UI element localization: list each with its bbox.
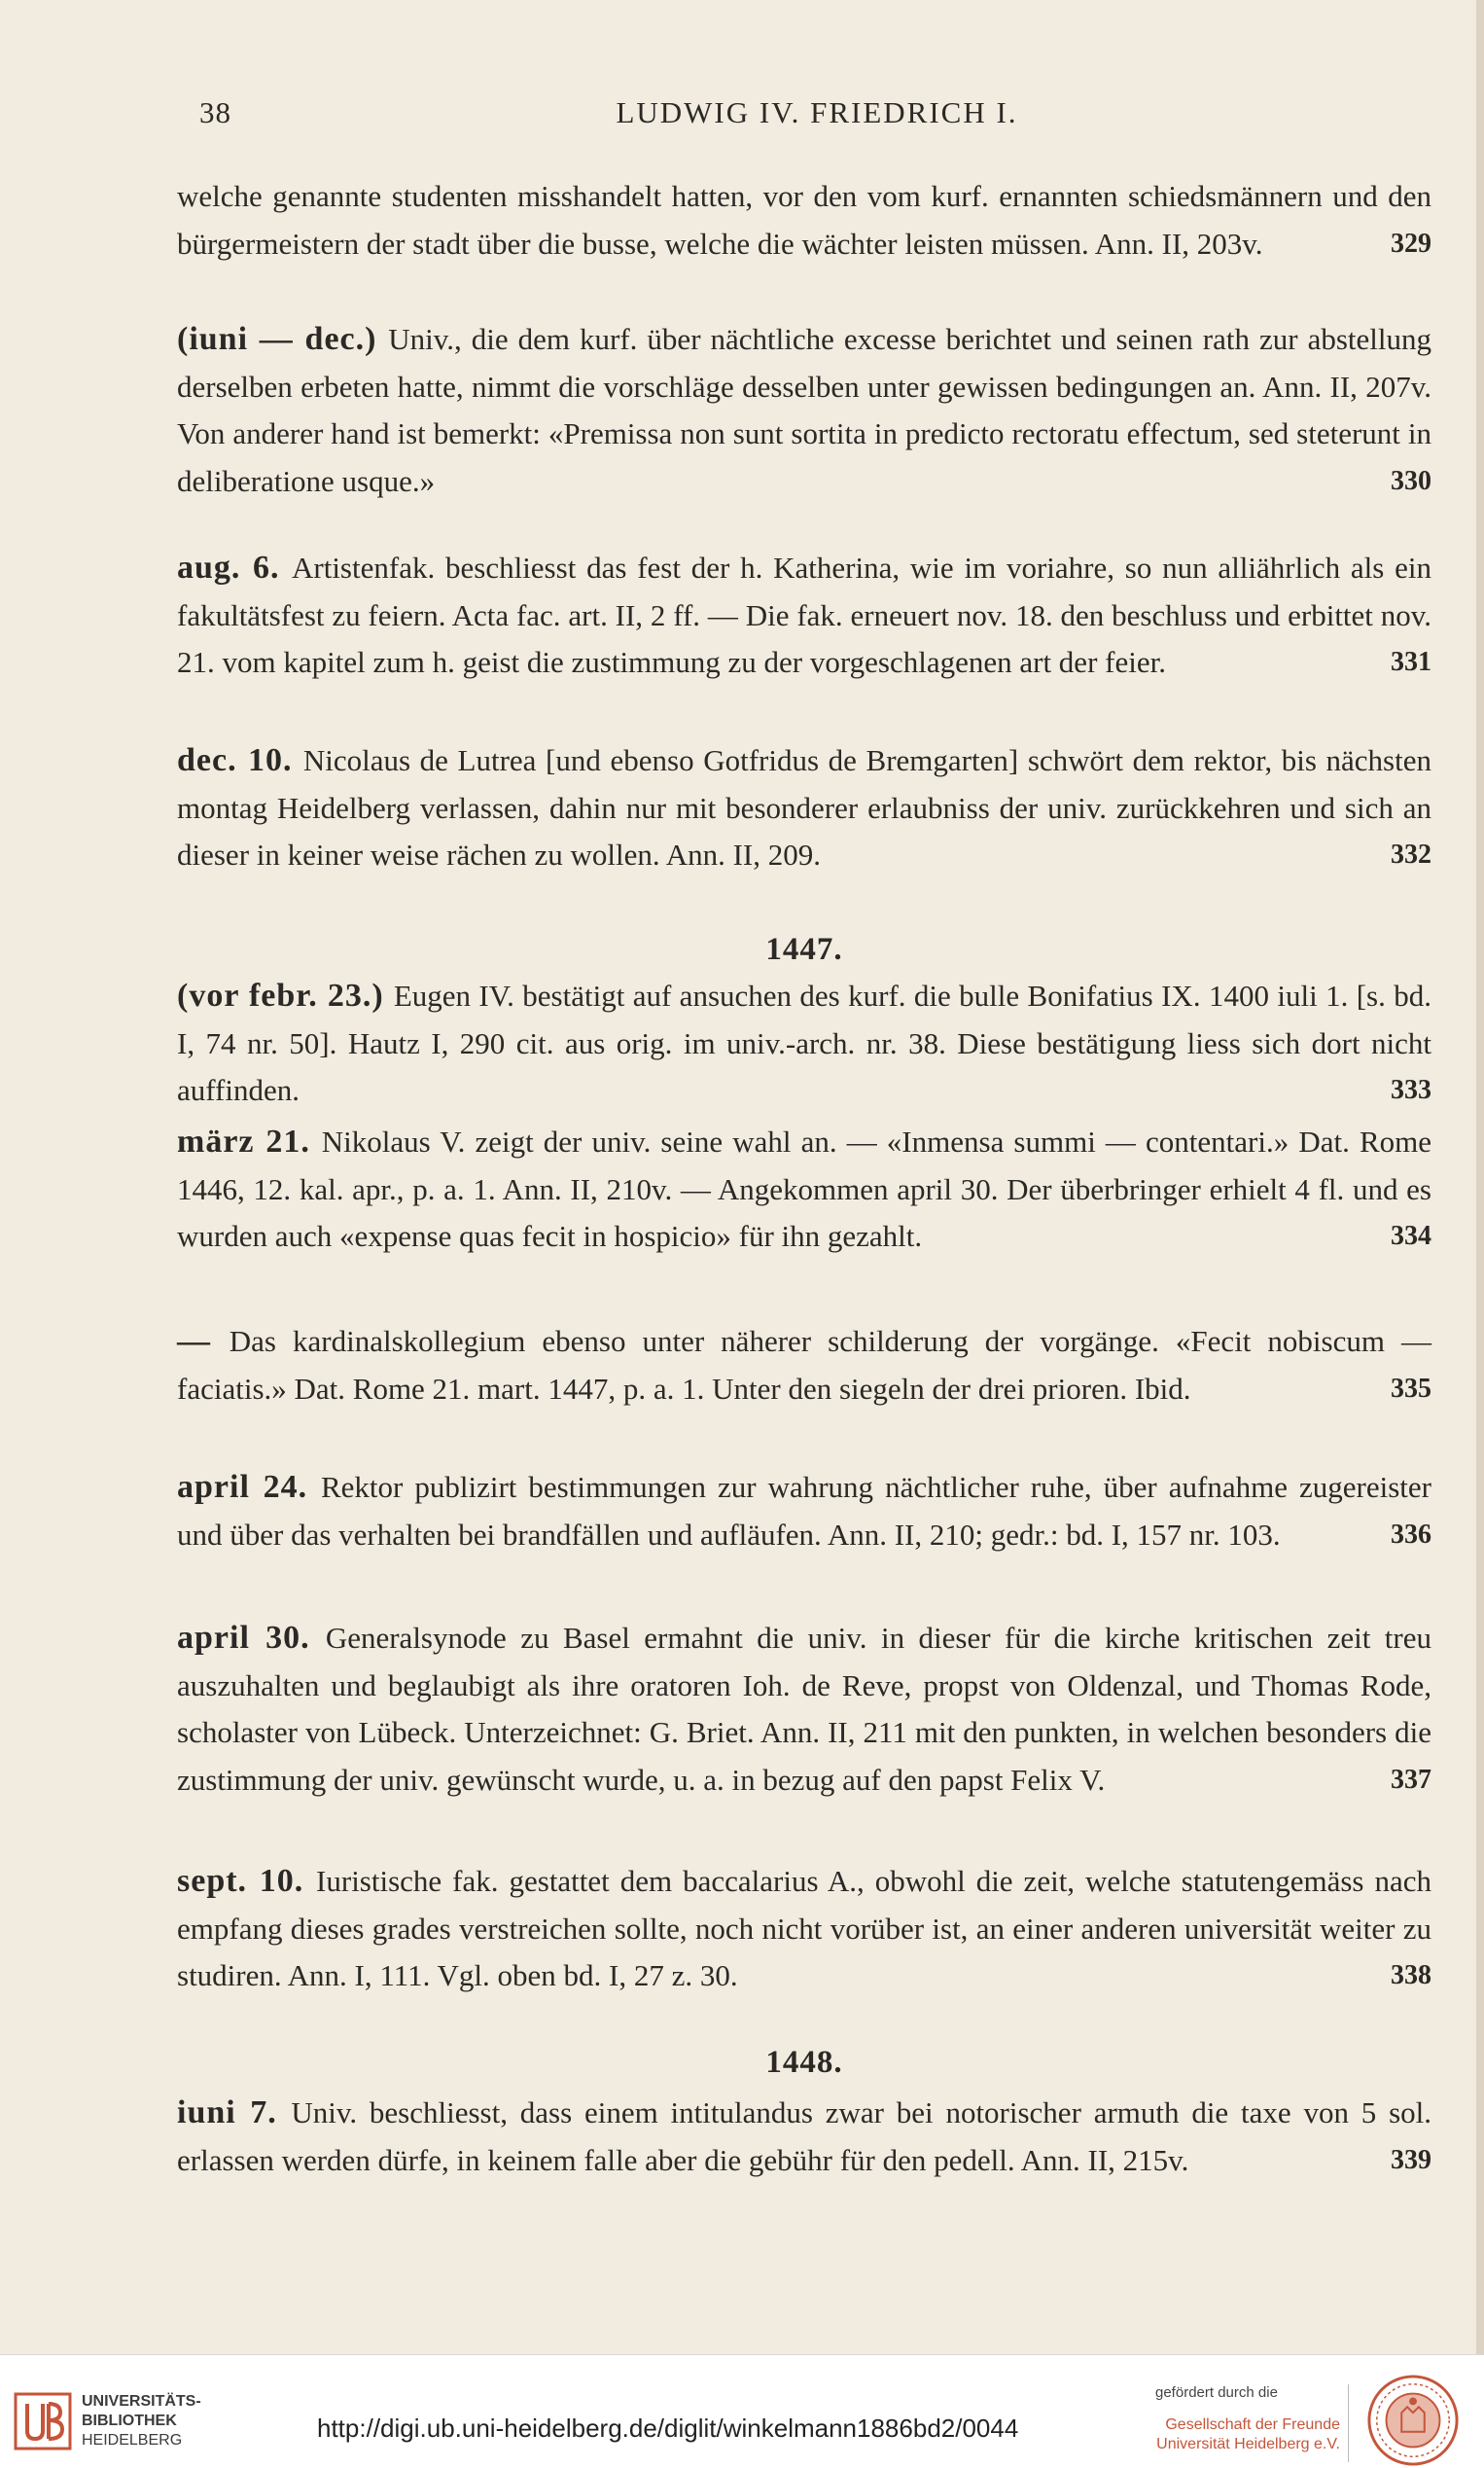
entry-number: 339 <box>1391 2144 1431 2175</box>
entry-338 <box>177 1858 1431 2000</box>
year-heading-1448: 1448. <box>765 2045 843 2080</box>
university-seal-icon <box>1365 2373 1461 2468</box>
sponsor-label: gefördert durch die <box>1155 2384 1278 2401</box>
entry-number: 329 <box>1391 228 1431 259</box>
digitization-footer <box>0 2354 1484 2468</box>
entry-date: (vor febr. 23.) <box>177 978 394 1014</box>
footer-divider <box>1348 2384 1349 2462</box>
entry-date: april 30. <box>177 1620 326 1656</box>
entry-text: Nikolaus V. zeigt der univ. seine wahl an. — «Inmensa summi — contentari.» Dat. Rome 1446, 12. kal. apr., p. a. 1. Ann. II, 210v. — Angekommen april 30. Der überbringer erhielt 4 fl. und es wurden auch «expense quas fecit in hospicio» für ihn gezahlt. <box>177 1125 1431 1253</box>
entry-329 <box>177 173 1431 268</box>
entry-number: 335 <box>1391 1373 1431 1404</box>
entry-date: aug. 6. <box>177 550 292 586</box>
entry-text: Iuristische fak. gestattet dem baccalarius A., obwohl die zeit, welche statutengemäss nach empfang dieses grades verstreichen sollte, noch nicht vorüber ist, an einer anderen universität weiter zu studiren. Ann. I, 111. Vgl. oben bd. I, 27 z. 30. <box>177 1864 1431 1992</box>
entry-date: — <box>177 1323 230 1359</box>
entry-text: Univ. beschliesst, dass einem intitulandus zwar bei notorischer armuth die taxe von 5 sol. erlassen werden dürfe, in keinem falle aber die gebühr für den pedell. Ann. II, 215v. <box>177 2095 1432 2177</box>
entry-331 <box>177 545 1431 687</box>
year-heading-1447: 1447. <box>765 932 843 967</box>
ub-heidelberg-logo-icon <box>14 2392 72 2450</box>
entry-333 <box>177 973 1431 1115</box>
entry-text: Das kardinalskollegium ebenso unter näherer schilderung der vorgänge. «Fecit nobiscum — faciatis.» Dat. Rome 21. mart. 1447, p. a. 1. Unter den siegeln der drei prioren. Ibid. <box>177 1324 1431 1406</box>
entry-date: sept. 10. <box>177 1863 317 1899</box>
page-number: 38 <box>199 95 231 129</box>
entry-332 <box>177 737 1431 879</box>
entry-337 <box>177 1615 1431 1804</box>
entry-330 <box>177 316 1431 505</box>
entry-number: 332 <box>1391 840 1431 870</box>
entry-number: 338 <box>1391 1960 1431 1990</box>
entry-text: Artistenfak. beschliesst das fest der h. Katherina, wie im voriahre, so nun alliährlich als ein fakultätsfest zu feiern. Acta fac. art. II, 2 ff. — Die fak. erneuert nov. 18. den beschluss und erbittet nov. 21. vom kapitel zum h. geist die zustimmung zu der vorgeschlagenen art der feier. <box>177 551 1431 679</box>
page-header <box>199 95 1434 140</box>
entry-number: 331 <box>1391 647 1431 677</box>
scan-edge <box>1476 0 1484 2354</box>
entry-text: Generalsynode zu Basel ermahnt die univ. in dieser für die kirche kritischen zeit treu auszuhalten und beglaubigt als ihre oratoren Ioh. de Reve, propst von Oldenzal, und Thomas Rode, scholaster von Lübeck. Unterzeichnet: G. Briet. Ann. II, 211 mit den punkten, in welchen besonders die zustimmung der univ. gewünscht wurde, u. a. in bezug auf den papst Felix V. <box>177 1621 1431 1797</box>
entry-date: märz 21. <box>177 1124 322 1160</box>
entry-text: Eugen IV. bestätigt auf ansuchen des kurf. die bulle Bonifatius IX. 1400 iuli 1. [s. bd. I, 74 nr. 50]. Hautz I, 290 cit. aus orig. im univ.-arch. nr. 38. Diese bestätigung liess sich dort nicht auffinden. <box>177 979 1431 1107</box>
entry-334 <box>177 1119 1431 1261</box>
entry-date: dec. 10. <box>177 742 303 778</box>
entry-336 <box>177 1464 1431 1558</box>
library-name: UNIVERSITÄTS- BIBLIOTHEK HEIDELBERG <box>82 2393 201 2449</box>
entry-number: 333 <box>1391 1075 1431 1105</box>
permalink-url[interactable]: http://digi.ub.uni-heidelberg.de/diglit/winkelmann1886bd2/0044 <box>317 2414 1019 2443</box>
entry-text: welche genannte studenten misshandelt hatten, vor den vom kurf. ernannten schiedsmännern und den bürgermeistern der stadt über die busse, welche die wächter leisten müssen. Ann. II, 203v. <box>177 179 1431 261</box>
entry-date: april 24. <box>177 1469 321 1505</box>
entry-date: (iuni — dec.) <box>177 321 389 357</box>
entry-text: Rektor publizirt bestimmungen zur wahrung nächtlicher ruhe, über aufnahme zugereister und über das verhalten bei brandfällen und aufläufen. Ann. II, 210; gedr.: bd. I, 157 nr. 103. <box>177 1470 1431 1552</box>
entry-number: 330 <box>1391 465 1431 496</box>
entry-number: 336 <box>1391 1519 1431 1550</box>
entry-number: 337 <box>1391 1764 1431 1795</box>
entry-339 <box>177 2090 1431 2184</box>
entry-number: 334 <box>1391 1221 1431 1251</box>
entry-text: Nicolaus de Lutrea [und ebenso Gotfridus de Bremgarten] schwört dem rektor, bis nächsten montag Heidelberg verlassen, dahin nur mit besonderer erlaubniss der univ. zurückkehren und sich an dieser in keiner weise rächen zu wollen. Ann. II, 209. <box>177 743 1431 872</box>
entry-335 <box>177 1318 1431 1413</box>
sponsor-name: Gesellschaft der Freunde Universität Heidelberg e.V. <box>1156 2416 1340 2452</box>
entry-date: iuni 7. <box>177 2094 292 2130</box>
running-head: LUDWIG IV. FRIEDRICH I. <box>616 95 1018 129</box>
entry-text: Univ., die dem kurf. über nächtliche excesse berichtet und seinen rath zur abstellung derselben erbeten hatte, nimmt die vorschläge desselben unter gewissen bedingungen an. Ann. II, 207v. Von anderer hand ist bemerkt: «Premissa non sunt sortita in predicto rectoratu effectum, sed steterunt in deliberatione usque.» <box>177 322 1431 498</box>
